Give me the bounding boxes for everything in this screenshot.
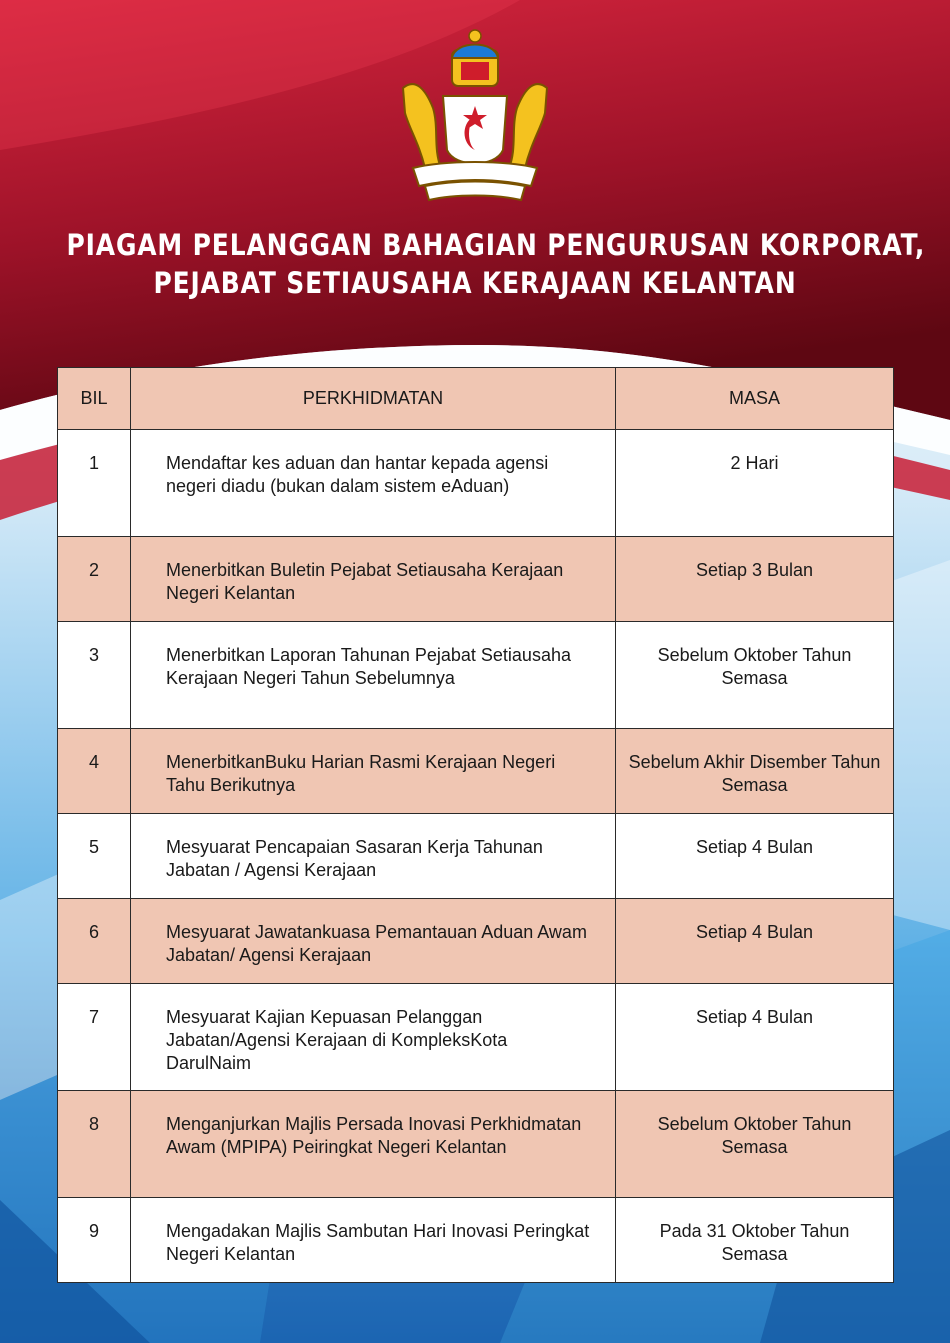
row-perkhidmatan: Menerbitkan Buletin Pejabat Setiausaha Kerajaan Negeri Kelantan <box>131 537 616 622</box>
row-bil: 7 <box>58 984 131 1091</box>
table-row <box>58 984 894 1091</box>
title-line-1: PIAGAM PELANGGAN BAHAGIAN PENGURUSAN KORPORAT, <box>66 228 926 262</box>
column-header-bil: BIL <box>58 368 131 430</box>
row-perkhidmatan: Mengadakan Majlis Sambutan Hari Inovasi Peringkat Negeri Kelantan <box>131 1198 616 1283</box>
table-row <box>58 430 894 537</box>
table-row <box>58 899 894 984</box>
row-perkhidmatan: Menganjurkan Majlis Persada Inovasi Perkhidmatan Awam (MPIPA) Peiringkat Negeri Kelantan <box>131 1091 616 1198</box>
column-header-perkhidmatan: PERKHIDMATAN <box>131 368 616 430</box>
row-bil: 8 <box>58 1091 131 1198</box>
table-row <box>58 1198 894 1283</box>
row-perkhidmatan: Menerbitkan Laporan Tahunan Pejabat Setiausaha Kerajaan Negeri Tahun Sebelumnya <box>131 622 616 729</box>
row-masa: 2 Hari <box>616 430 894 537</box>
table-row <box>58 814 894 899</box>
row-perkhidmatan: Mendaftar kes aduan dan hantar kepada agensi negeri diadu (bukan dalam sistem eAduan) <box>131 430 616 537</box>
row-bil: 1 <box>58 430 131 537</box>
row-bil: 5 <box>58 814 131 899</box>
row-bil: 3 <box>58 622 131 729</box>
row-masa: Setiap 4 Bulan <box>616 899 894 984</box>
row-perkhidmatan: Mesyuarat Pencapaian Sasaran Kerja Tahunan Jabatan / Agensi Kerajaan <box>131 814 616 899</box>
title-line-2: PEJABAT SETIAUSAHA KERAJAAN KELANTAN <box>153 266 797 300</box>
row-bil: 6 <box>58 899 131 984</box>
row-masa: Setiap 3 Bulan <box>616 537 894 622</box>
table-header-row <box>58 368 894 430</box>
row-perkhidmatan: MenerbitkanBuku Harian Rasmi Kerajaan Negeri Tahu Berikutnya <box>131 729 616 814</box>
row-perkhidmatan: Mesyuarat Kajian Kepuasan Pelanggan Jabatan/Agensi Kerajaan di KompleksKota DarulNaim <box>131 984 616 1091</box>
row-masa: Setiap 4 Bulan <box>616 814 894 899</box>
table-row <box>58 622 894 729</box>
row-bil: 4 <box>58 729 131 814</box>
row-masa: Setiap 4 Bulan <box>616 984 894 1091</box>
table-row <box>58 1091 894 1198</box>
page-title <box>0 226 950 302</box>
row-masa: Pada 31 Oktober Tahun Semasa <box>616 1198 894 1283</box>
row-masa: Sebelum Oktober Tahun Semasa <box>616 1091 894 1198</box>
table-row <box>58 729 894 814</box>
row-bil: 9 <box>58 1198 131 1283</box>
kelantan-coat-of-arms-logo <box>395 18 555 208</box>
row-perkhidmatan: Mesyuarat Jawatankuasa Pemantauan Aduan Awam Jabatan/ Agensi Kerajaan <box>131 899 616 984</box>
service-charter-table <box>57 367 894 1283</box>
row-masa: Sebelum Oktober Tahun Semasa <box>616 622 894 729</box>
table-row <box>58 537 894 622</box>
column-header-masa: MASA <box>616 368 894 430</box>
row-masa: Sebelum Akhir Disember Tahun Semasa <box>616 729 894 814</box>
row-bil: 2 <box>58 537 131 622</box>
